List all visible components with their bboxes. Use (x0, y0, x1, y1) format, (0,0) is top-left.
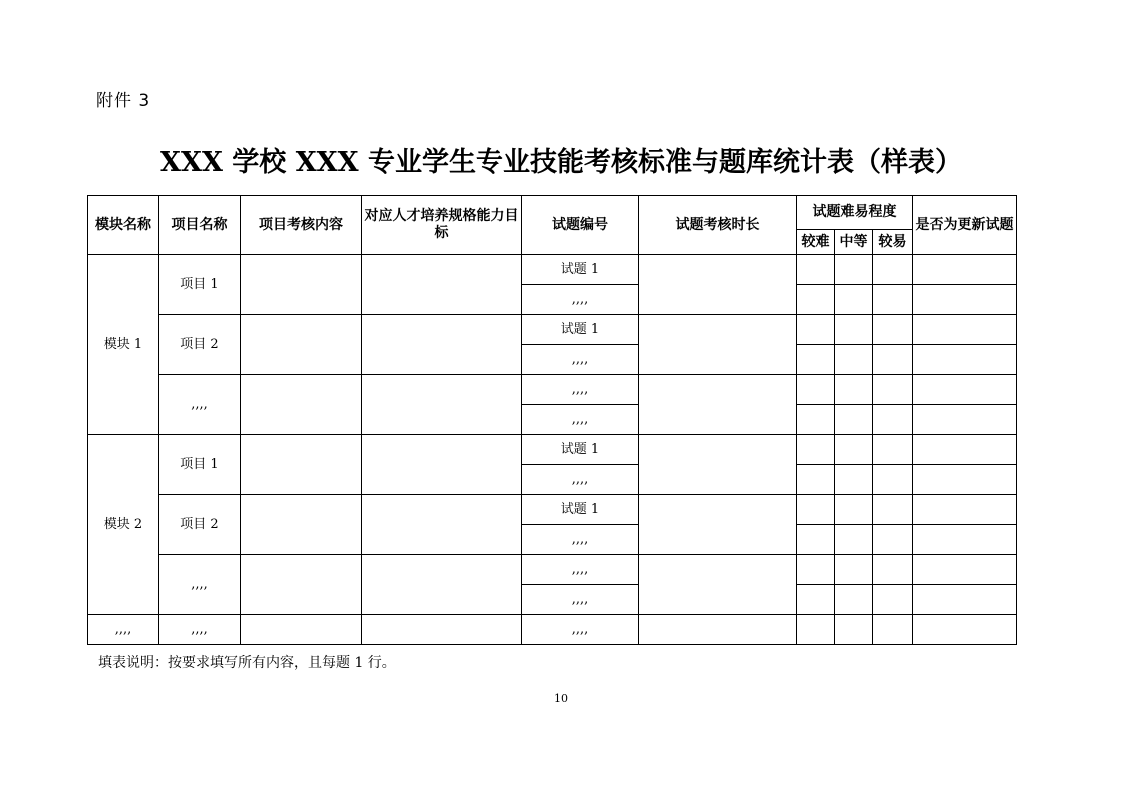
duration-cell (639, 255, 797, 315)
easy-cell (873, 615, 913, 645)
question-no-cell: 试题 1 (522, 435, 639, 465)
updated-cell (913, 405, 1017, 435)
updated-cell (913, 435, 1017, 465)
project-name-cell: 项目 2 (159, 495, 241, 555)
duration-cell (639, 615, 797, 645)
project-content-cell (241, 495, 362, 555)
updated-cell (913, 465, 1017, 495)
easy-cell (873, 525, 913, 555)
medium-cell (835, 375, 873, 405)
header-hard: 较难 (797, 230, 835, 255)
question-no-cell: ,,,, (522, 285, 639, 315)
statistics-table (87, 195, 1017, 645)
hard-cell (797, 375, 835, 405)
duration-cell (639, 435, 797, 495)
module-name-cell: 模块 1 (88, 255, 159, 435)
question-no-cell: 试题 1 (522, 255, 639, 285)
header-question-no: 试题编号 (522, 196, 639, 255)
medium-cell (835, 585, 873, 615)
question-no-cell: ,,,, (522, 375, 639, 405)
easy-cell (873, 315, 913, 345)
project-name-cell: ,,,, (159, 555, 241, 615)
medium-cell (835, 405, 873, 435)
easy-cell (873, 585, 913, 615)
easy-cell (873, 495, 913, 525)
medium-cell (835, 255, 873, 285)
medium-cell (835, 315, 873, 345)
table-row (88, 555, 1017, 585)
page-title: XXX 学校 XXX 专业学生专业技能考核标准与题库统计表（样表） (160, 147, 962, 178)
header-project-name: 项目名称 (159, 196, 241, 255)
updated-cell (913, 315, 1017, 345)
hard-cell (797, 495, 835, 525)
hard-cell (797, 435, 835, 465)
project-name-cell: 项目 1 (159, 435, 241, 495)
page-number: 10 (554, 692, 568, 705)
hard-cell (797, 615, 835, 645)
hard-cell (797, 525, 835, 555)
question-no-cell: ,,,, (522, 465, 639, 495)
project-content-cell (241, 255, 362, 315)
project-content-cell (241, 555, 362, 615)
header-module-name: 模块名称 (88, 196, 159, 255)
updated-cell (913, 495, 1017, 525)
header-updated: 是否为更新试题 (913, 196, 1017, 255)
table-row (88, 315, 1017, 345)
hard-cell (797, 555, 835, 585)
easy-cell (873, 375, 913, 405)
medium-cell (835, 345, 873, 375)
header-difficulty: 试题难易程度 (797, 196, 913, 230)
question-no-cell: ,,,, (522, 555, 639, 585)
updated-cell (913, 555, 1017, 585)
medium-cell (835, 285, 873, 315)
hard-cell (797, 315, 835, 345)
duration-cell (639, 495, 797, 555)
easy-cell (873, 435, 913, 465)
medium-cell (835, 525, 873, 555)
hard-cell (797, 585, 835, 615)
question-no-cell: 试题 1 (522, 495, 639, 525)
table-row (88, 615, 1017, 645)
attachment-label: 附件 3 (96, 91, 151, 111)
project-content-cell (241, 615, 362, 645)
project-name-cell: ,,,, (159, 375, 241, 435)
talent-target-cell (362, 315, 522, 375)
updated-cell (913, 255, 1017, 285)
medium-cell (835, 615, 873, 645)
question-no-cell: ,,,, (522, 345, 639, 375)
updated-cell (913, 585, 1017, 615)
table-row (88, 375, 1017, 405)
question-no-cell: 试题 1 (522, 315, 639, 345)
easy-cell (873, 345, 913, 375)
hard-cell (797, 465, 835, 495)
header-talent-target: 对应人才培养规格能力目标 (362, 196, 522, 255)
header-medium: 中等 (835, 230, 873, 255)
question-no-cell: ,,,, (522, 615, 639, 645)
header-duration: 试题考核时长 (639, 196, 797, 255)
project-name-cell: ,,,, (159, 615, 241, 645)
table-body (88, 255, 1017, 645)
duration-cell (639, 555, 797, 615)
medium-cell (835, 465, 873, 495)
question-no-cell: ,,,, (522, 585, 639, 615)
table-row (88, 495, 1017, 525)
talent-target-cell (362, 435, 522, 495)
updated-cell (913, 345, 1017, 375)
hard-cell (797, 345, 835, 375)
easy-cell (873, 405, 913, 435)
duration-cell (639, 315, 797, 375)
hard-cell (797, 285, 835, 315)
updated-cell (913, 615, 1017, 645)
table-row (88, 255, 1017, 285)
easy-cell (873, 285, 913, 315)
talent-target-cell (362, 495, 522, 555)
easy-cell (873, 255, 913, 285)
project-content-cell (241, 315, 362, 375)
talent-target-cell (362, 555, 522, 615)
hard-cell (797, 405, 835, 435)
project-content-cell (241, 435, 362, 495)
updated-cell (913, 525, 1017, 555)
module-name-cell: 模块 2 (88, 435, 159, 615)
question-no-cell: ,,,, (522, 405, 639, 435)
project-content-cell (241, 375, 362, 435)
header-easy: 较易 (873, 230, 913, 255)
talent-target-cell (362, 375, 522, 435)
fill-instructions: 填表说明：按要求填写所有内容，且每题 1 行。 (98, 655, 396, 671)
module-name-cell: ,,,, (88, 615, 159, 645)
easy-cell (873, 465, 913, 495)
project-name-cell: 项目 1 (159, 255, 241, 315)
header-project-content: 项目考核内容 (241, 196, 362, 255)
hard-cell (797, 255, 835, 285)
project-name-cell: 项目 2 (159, 315, 241, 375)
medium-cell (835, 435, 873, 465)
medium-cell (835, 495, 873, 525)
updated-cell (913, 375, 1017, 405)
updated-cell (913, 285, 1017, 315)
talent-target-cell (362, 255, 522, 315)
table-row (88, 435, 1017, 465)
medium-cell (835, 555, 873, 585)
talent-target-cell (362, 615, 522, 645)
question-no-cell: ,,,, (522, 525, 639, 555)
easy-cell (873, 555, 913, 585)
duration-cell (639, 375, 797, 435)
